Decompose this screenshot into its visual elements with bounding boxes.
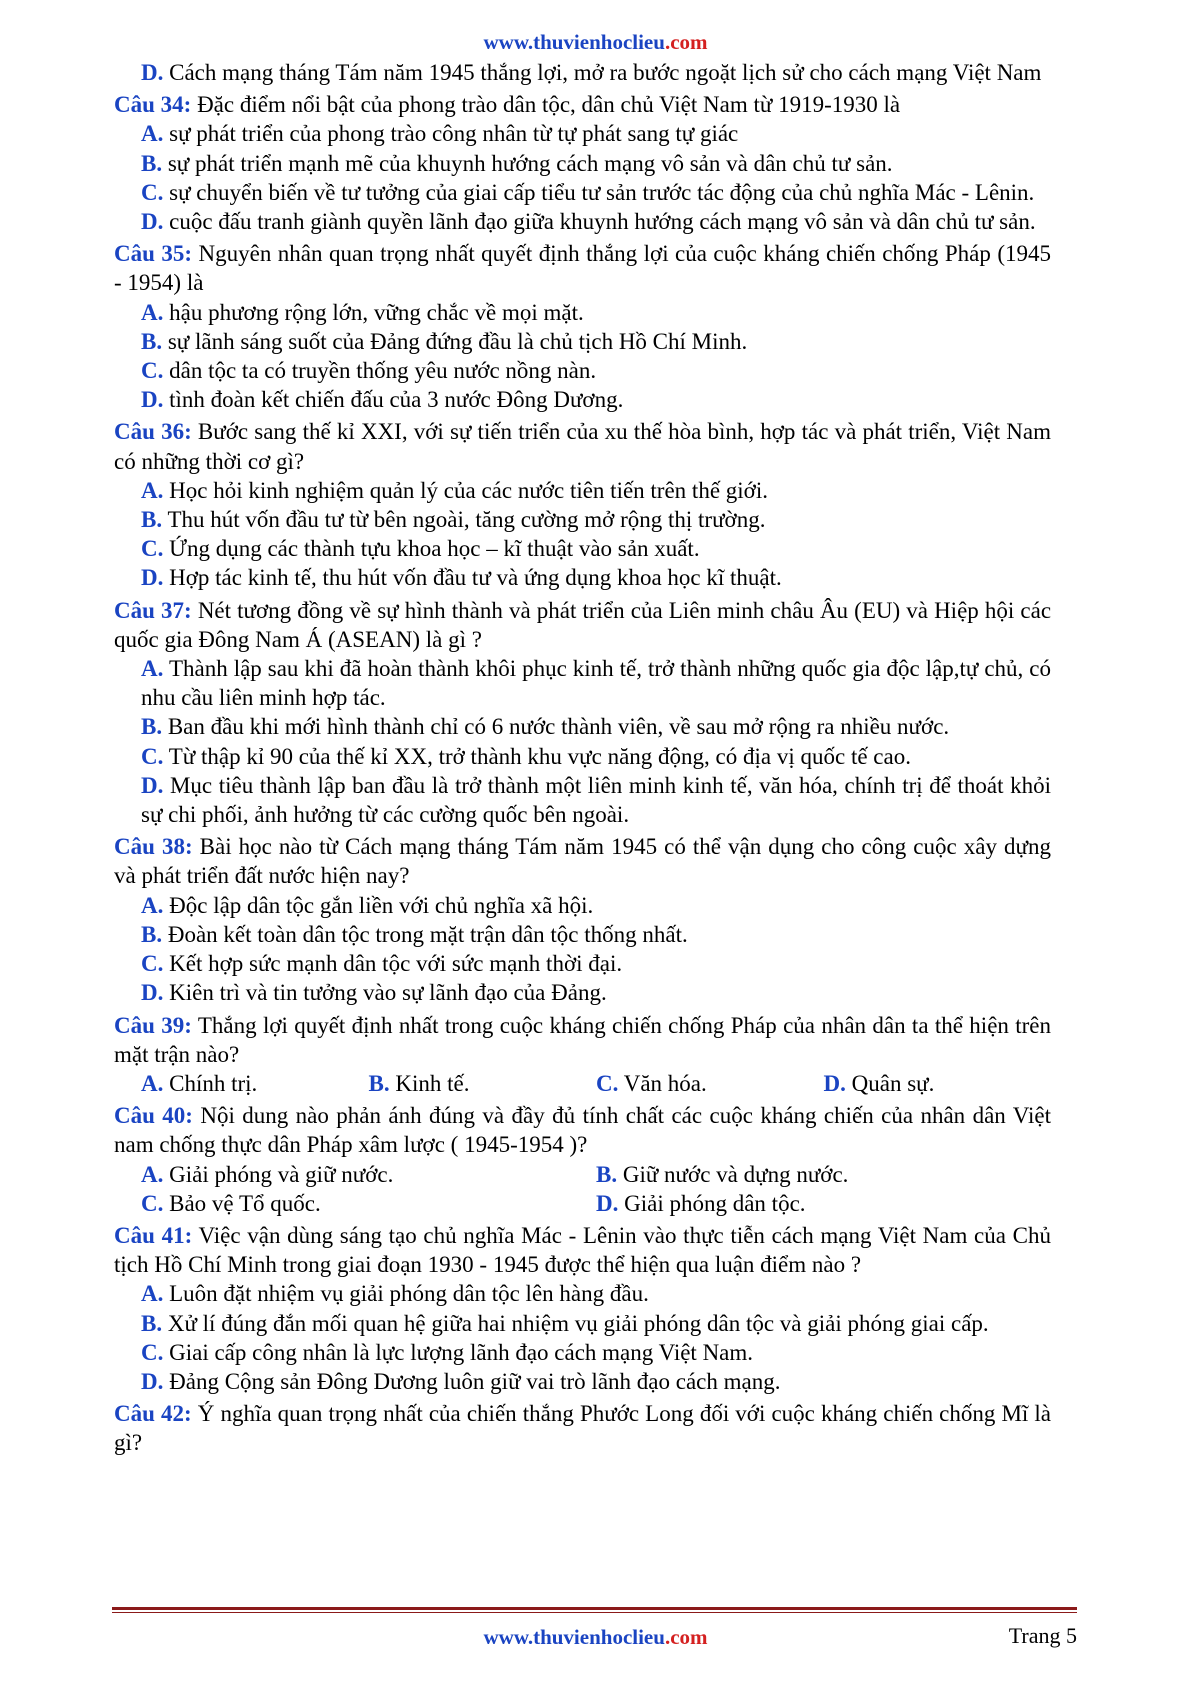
q40-option-c [141,1189,596,1218]
header-site-name[interactable]: www.thuvienhoclieu [483,30,665,54]
q39-option-d [824,1069,1052,1098]
option-text: Giữ nước và dựng nước. [622,1161,849,1187]
page-number: Trang 5 [1008,1623,1077,1648]
q35-option-b [114,327,1051,356]
option-text: Luôn đặt nhiệm vụ giải phóng dân tộc lên hàng đầu. [169,1281,649,1307]
option-text: Độc lập dân tộc gắn liền với chủ nghĩa xã hội. [169,892,594,918]
q34-option-a [114,119,1051,148]
option-text: cuộc đấu tranh giành quyền lãnh đạo giữa khuynh hướng cách mạng vô sản và dân chủ tư sản. [169,209,1036,235]
option-label: C. [141,179,164,205]
question-41 [114,1221,1051,1279]
q37-option-d [114,771,1051,829]
option-label: A. [141,1161,164,1187]
option-text: Giải phóng dân tộc. [624,1190,806,1216]
q36-option-a [114,476,1051,505]
question-42 [114,1399,1051,1457]
question-36 [114,417,1051,475]
option-text: tình đoàn kết chiến đấu của 3 nước Đông Dương. [169,387,624,413]
option-text: sự lãnh sáng suốt của Đảng đứng đầu là chủ tịch Hồ Chí Minh. [167,328,748,354]
q35-option-c [114,356,1051,385]
option-text: Kiên trì và tin tưởng vào sự lãnh đạo của Đảng. [169,980,607,1006]
footer-divider [112,1607,1077,1610]
option-label: B. [141,150,163,176]
question-label: Câu 35: [114,241,193,267]
option-text: hậu phương rộng lớn, vững chắc về mọi mặt. [169,299,584,325]
q35-option-d [114,385,1051,414]
q40-option-b [596,1160,1051,1189]
option-label: A. [141,477,164,503]
q37-option-b [114,712,1051,741]
option-label: C. [141,358,164,384]
q38-option-b [114,920,1051,949]
option-text: Bảo vệ Tổ quốc. [169,1190,321,1216]
option-text: Chính trị. [169,1070,258,1096]
question-text: Bài học nào từ Cách mạng tháng Tám năm 1945 có thể vận dụng cho công cuộc xây dựng và phát triển đất nước hiện nay? [114,834,1051,889]
option-label: C. [141,951,164,977]
q38-option-d [114,978,1051,1007]
question-text: Nội dung nào phản ánh đúng và đầy đủ tính chất các cuộc kháng chiến của nhân dân Việt nam chống thực dân Pháp xâm lược ( 1945-1954 )? [114,1103,1051,1158]
q38-option-c [114,949,1051,978]
option-text: Ban đầu khi mới hình thành chỉ có 6 nước thành viên, về sau mở rộng ra nhiều nước. [167,714,950,740]
option-text: Mục tiêu thành lập ban đầu là trở thành một liên minh kinh tế, văn hóa, chính trị để thoát khỏi sự chi phối, ảnh hưởng từ các cường quốc bên ngoài. [141,772,1051,828]
option-text: Hợp tác kinh tế, thu hút vốn đầu tư và ứng dụng khoa học kĩ thuật. [169,565,782,591]
q37-option-a [114,654,1051,712]
page-header [0,28,1191,56]
question-label: Câu 34: [114,92,192,118]
question-label: Câu 36: [114,419,192,445]
q34-option-c [114,178,1051,207]
option-text: Xử lí đúng đắn mối quan hệ giữa hai nhiệm vụ giải phóng dân tộc và giải phóng giai cấp. [167,1310,989,1336]
question-label: Câu 42: [114,1401,192,1427]
q41-option-a [114,1279,1051,1308]
option-label: D. [141,1368,164,1394]
q36-option-c [114,534,1051,563]
option-text: Kinh tế. [395,1070,470,1096]
option-label: D. [141,565,164,591]
question-text: Việc vận dùng sáng tạo chủ nghĩa Mác - Lênin vào thực tiễn cách mạng Việt Nam của Chủ tịch Hồ Chí Minh trong giai đoạn 1930 - 1945 được thể hiện qua luận điểm nào ? [114,1222,1051,1278]
option-label: B. [368,1070,390,1096]
option-label: A. [141,892,164,918]
option-label: A. [141,656,164,682]
q40-option-a [141,1160,596,1189]
q37-option-c [114,742,1051,771]
option-label: B. [596,1161,618,1187]
option-text: sự phát triển của phong trào công nhân từ tự phát sang tự giác [169,121,739,147]
option-text: Thu hút vốn đầu tư từ bên ngoài, tăng cường mở rộng thị trường. [167,507,766,533]
question-label: Câu 39: [114,1012,192,1038]
option-text: Ứng dụng các thành tựu khoa học – kĩ thuật vào sản xuất. [169,536,700,562]
question-text: Nét tương đồng về sự hình thành và phát triển của Liên minh châu Âu (EU) và Hiệp hội các quốc gia Đông Nam Á (ASEAN) là gì ? [114,597,1052,652]
q34-option-d [114,207,1051,236]
q39-option-a [141,1069,369,1098]
q35-option-a [114,298,1051,327]
q39-option-c [596,1069,824,1098]
q39-options [114,1069,1051,1098]
option-label: D. [823,1070,846,1096]
option-text: Đảng Cộng sản Đông Dương luôn giữ vai trò lãnh đạo cách mạng. [169,1368,781,1394]
option-text: Văn hóa. [623,1070,707,1096]
option-label: C. [596,1070,619,1096]
question-34 [114,90,1051,119]
page-content [114,58,1051,1458]
question-text: Đặc điểm nổi bật của phong trào dân tộc, dân chủ Việt Nam từ 1919-1930 là [197,92,901,118]
q41-option-d [114,1367,1051,1396]
option-label: D. [141,60,164,85]
option-label: B. [141,328,163,354]
q38-option-a [114,891,1051,920]
question-text: Thắng lợi quyết định nhất trong cuộc kháng chiến chống Pháp của nhân dân ta thể hiện trên mặt trận nào? [114,1012,1051,1067]
option-label: C. [141,743,164,769]
q34-option-b [114,149,1051,178]
option-label: C. [141,1339,164,1365]
option-label: A. [141,299,164,325]
q40-options-row2 [114,1189,1051,1218]
question-40 [114,1101,1051,1159]
q39-option-b [369,1069,597,1098]
question-label: Câu 38: [114,834,193,860]
question-37 [114,596,1051,654]
option-text: Cách mạng tháng Tám năm 1945 thắng lợi, mở ra bước ngoặt lịch sử cho cách mạng Việt Nam [169,60,1042,85]
option-text: Quân sự. [851,1070,935,1096]
option-text: Giai cấp công nhân là lực lượng lãnh đạo cách mạng Việt Nam. [169,1339,754,1365]
q41-option-b [114,1309,1051,1338]
q40-options-row1 [114,1160,1051,1189]
question-text: Nguyên nhân quan trọng nhất quyết định thắng lợi của cuộc kháng chiến chống Pháp (1945 - 1954) là [114,241,1052,296]
footer-divider-thin [112,1612,1077,1613]
option-label: D. [141,387,164,413]
option-label: B. [141,714,163,740]
q36-option-d [114,563,1051,592]
footer-site-name[interactable]: www.thuvienhoclieu [483,1625,665,1649]
question-39 [114,1011,1051,1069]
option-label: D. [596,1190,619,1216]
option-label: B. [141,921,163,947]
footer-site-tld[interactable]: .com [664,1625,708,1649]
option-label: A. [141,1281,164,1307]
question-text: Ý nghĩa quan trọng nhất của chiến thắng Phước Long đối với cuộc kháng chiến chống Mĩ là gì? [114,1401,1052,1456]
option-label: D. [141,209,164,235]
option-text: dân tộc ta có truyền thống yêu nước nồng nàn. [169,358,597,384]
question-label: Câu 40: [114,1103,193,1129]
option-text: Từ thập kỉ 90 của thế kỉ XX, trở thành khu vực năng động, có địa vị quốc tế cao. [168,743,911,769]
option-label: A. [141,121,164,147]
question-label: Câu 41: [114,1222,193,1248]
option-text: sự phát triển mạnh mẽ của khuynh hướng cách mạng vô sản và dân chủ tư sản. [167,150,893,176]
option-label: A. [141,1070,164,1096]
option-label: C. [141,1190,164,1216]
option-label: C. [141,536,164,562]
option-text: sự chuyển biến về tư tưởng của giai cấp tiểu tư sản trước tác động của chủ nghĩa Mác - Lênin. [169,179,1035,205]
q41-option-c [114,1338,1051,1367]
question-text: Bước sang thế kỉ XXI, với sự tiến triển của xu thế hòa bình, hợp tác và phát triển, Việt Nam có những thời cơ gì? [114,419,1051,474]
option-label: B. [141,1310,163,1336]
option-text: Giải phóng và giữ nước. [169,1161,394,1187]
option-text: Thành lập sau khi đã hoàn thành khôi phục kinh tế, trở thành những quốc gia độc lập,tự chủ, có nhu cầu liên minh hợp tác. [141,656,1051,711]
option-text: Đoàn kết toàn dân tộc trong mặt trận dân tộc thống nhất. [167,921,688,947]
option-text: Học hỏi kinh nghiệm quản lý của các nước tiên tiến trên thế giới. [169,477,768,503]
option-label: D. [141,980,164,1006]
q40-option-d [596,1189,1051,1218]
q36-option-b [114,505,1051,534]
header-site-tld[interactable]: .com [664,30,708,54]
question-35 [114,239,1051,297]
option-label: B. [141,507,163,533]
question-38 [114,832,1051,890]
option-text: Kết hợp sức mạnh dân tộc với sức mạnh thời đại. [169,951,623,977]
option-label: D. [141,772,164,798]
q33-option-d [114,58,1051,87]
question-label: Câu 37: [114,597,192,623]
